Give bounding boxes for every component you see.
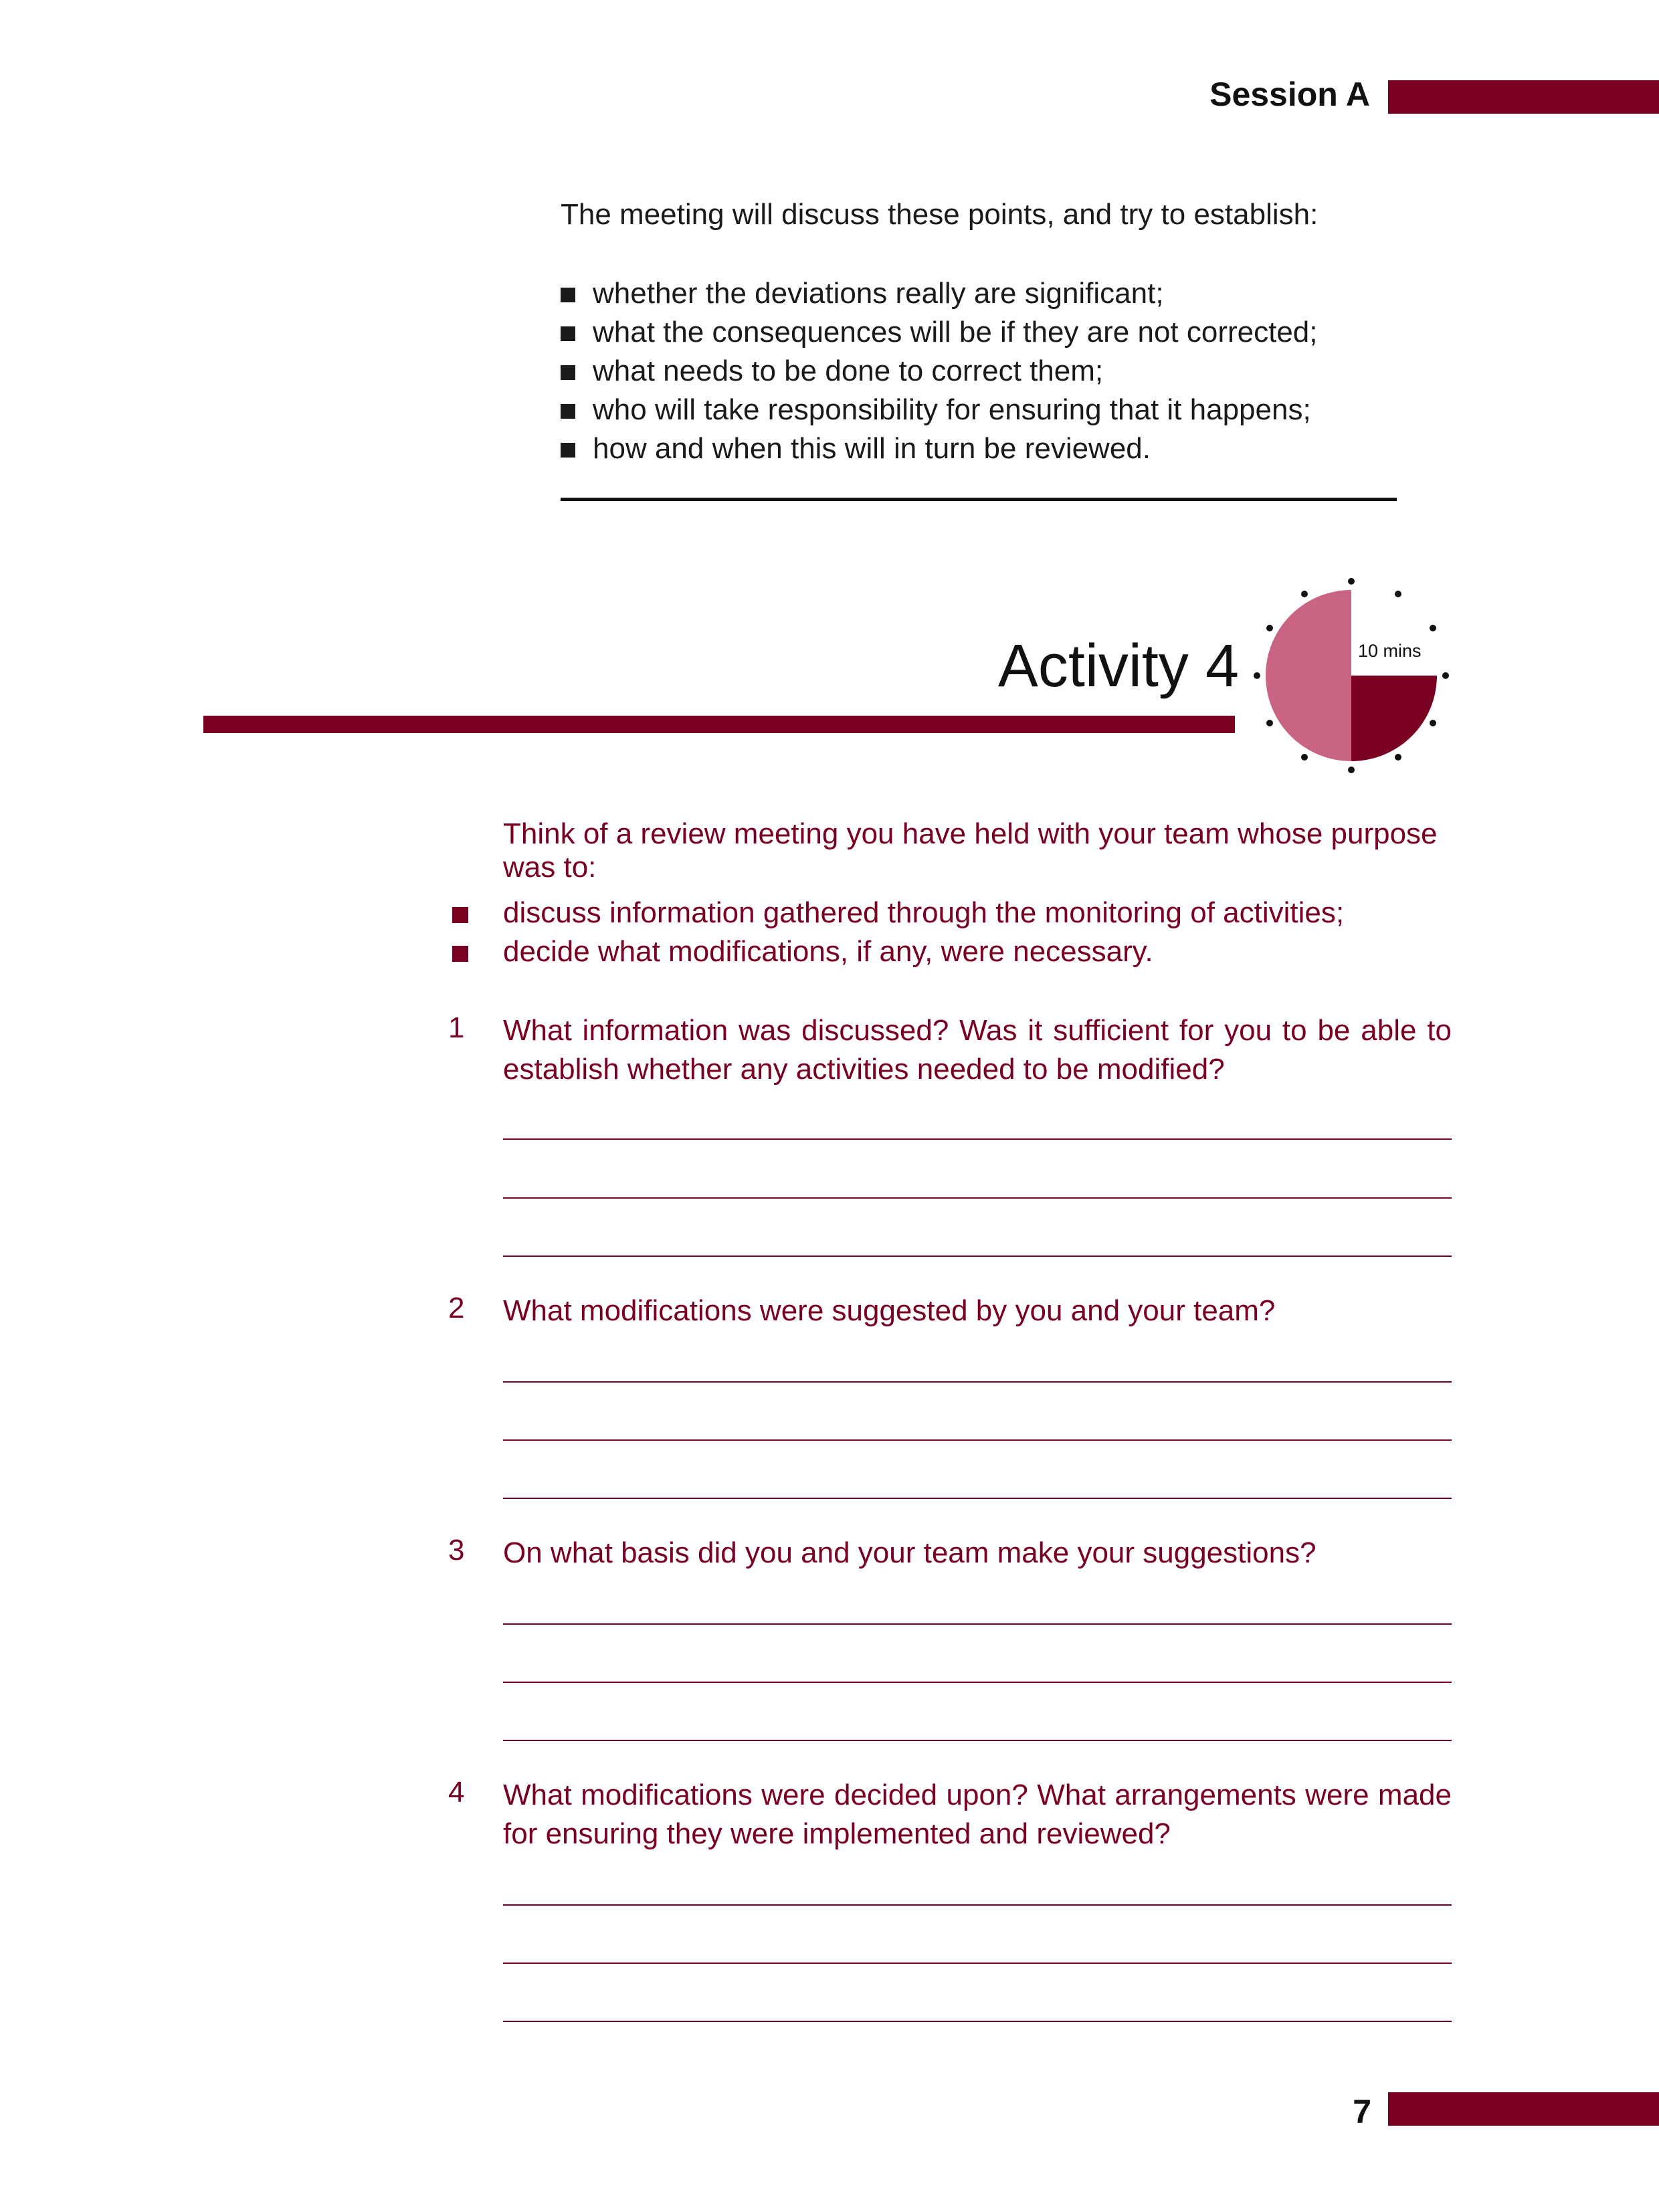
question-text: On what basis did you and your team make your suggestions? bbox=[503, 1536, 1316, 1569]
answer-line[interactable] bbox=[503, 2021, 1452, 2022]
intro-point: whether the deviations really are significant; bbox=[561, 274, 1397, 313]
square-bullet-icon bbox=[452, 907, 468, 923]
answer-line[interactable] bbox=[503, 1255, 1452, 1257]
question-number: 4 bbox=[448, 1776, 465, 1809]
intro-point-list bbox=[561, 274, 1397, 468]
question-number: 2 bbox=[448, 1292, 465, 1324]
answer-line[interactable] bbox=[503, 1904, 1452, 1906]
answer-line[interactable] bbox=[503, 1623, 1452, 1625]
activity-purpose-list bbox=[442, 894, 1458, 971]
answer-line[interactable] bbox=[503, 1138, 1452, 1140]
answer-line[interactable] bbox=[503, 1682, 1452, 1683]
square-bullet-icon bbox=[561, 365, 575, 380]
intro-point: what the consequences will be if they are not corrected; bbox=[561, 313, 1397, 352]
intro-lead: The meeting will discuss these points, and try to establish: bbox=[561, 198, 1319, 231]
answer-line[interactable] bbox=[503, 1740, 1452, 1741]
intro-point: how and when this will in turn be reviewed. bbox=[561, 429, 1397, 468]
activity-purpose: discuss information gathered through the monitoring of activities; bbox=[442, 894, 1458, 932]
footer-accent-bar bbox=[1388, 2092, 1659, 2126]
activity-accent-bar bbox=[203, 716, 1235, 733]
activity-title: Activity 4 bbox=[997, 633, 1239, 700]
question-text: What modifications were suggested by you and your team? bbox=[503, 1294, 1276, 1327]
answer-line[interactable] bbox=[503, 1498, 1452, 1499]
question-text: What information was discussed? Was it sufficient for you to be able to establish whether any activities needed to be modified? bbox=[503, 1014, 1452, 1086]
intro-point: who will take responsibility for ensuring that it happens; bbox=[561, 391, 1397, 429]
square-bullet-icon bbox=[561, 288, 575, 302]
session-label: Session A bbox=[1209, 76, 1370, 113]
square-bullet-icon bbox=[561, 443, 575, 458]
header-accent-bar bbox=[1388, 80, 1659, 114]
square-bullet-icon bbox=[452, 946, 468, 962]
answer-line[interactable] bbox=[503, 1963, 1452, 1964]
clock-timer-icon bbox=[1244, 569, 1458, 783]
activity-purpose: decide what modifications, if any, were necessary. bbox=[442, 932, 1458, 971]
answer-line[interactable] bbox=[503, 1439, 1452, 1441]
activity-intro: Think of a review meeting you have held with your team whose purpose was to: bbox=[503, 817, 1438, 884]
question-number: 1 bbox=[448, 1011, 465, 1044]
square-bullet-icon bbox=[561, 404, 575, 419]
page-number: 7 bbox=[1353, 2093, 1371, 2130]
question-number: 3 bbox=[448, 1534, 465, 1567]
time-label: 10 mins bbox=[1358, 641, 1422, 661]
section-divider bbox=[561, 498, 1397, 501]
square-bullet-icon bbox=[561, 326, 575, 341]
answer-line[interactable] bbox=[503, 1381, 1452, 1383]
intro-point: what needs to be done to correct them; bbox=[561, 352, 1397, 391]
answer-line[interactable] bbox=[503, 1197, 1452, 1199]
question-text: What modifications were decided upon? What arrangements were made for ensuring they were implemented and reviewed? bbox=[503, 1779, 1452, 1850]
